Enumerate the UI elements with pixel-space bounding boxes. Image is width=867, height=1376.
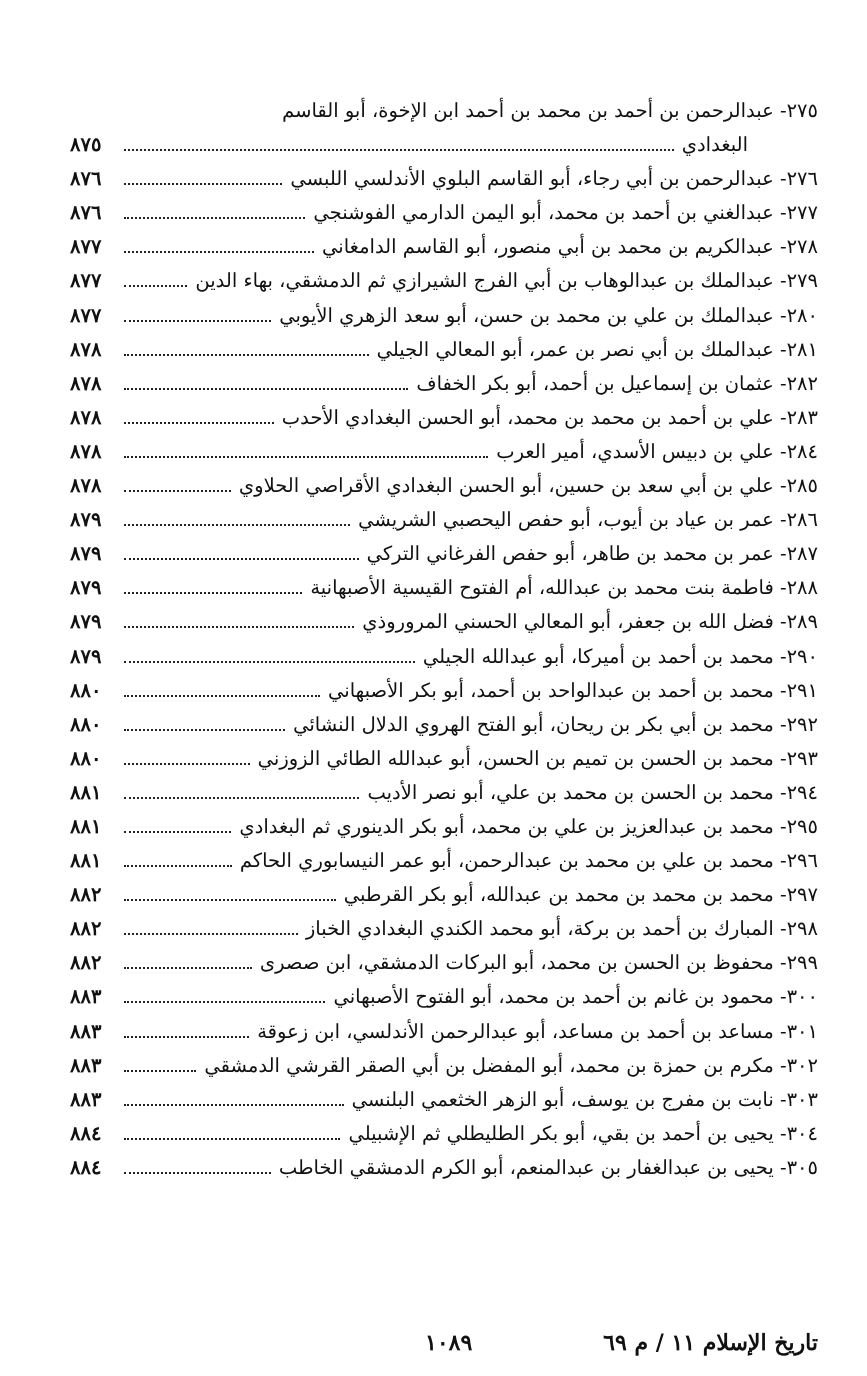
dot-leader (124, 1036, 249, 1038)
entry-number: ٢٩٣ (786, 746, 818, 770)
entry-dash: - (773, 201, 787, 225)
entry-number: ٢٩٧ (786, 883, 818, 907)
entry-line (70, 435, 818, 469)
index-entry (70, 162, 818, 196)
entry-page-number: ٨٨٣ (70, 1019, 102, 1043)
entry-dash: - (773, 542, 787, 566)
entry-line (70, 878, 818, 912)
entry-line (70, 742, 818, 776)
entry-heading (352, 1083, 818, 1117)
entry-dash: - (773, 167, 787, 191)
dot-leader (124, 899, 336, 901)
index-entry (70, 776, 818, 810)
entry-dash: - (773, 746, 787, 770)
entry-text: محمد بن علي بن محمد بن عبدالرحمن، أبو عمر النيسابوري الحاكم (239, 849, 774, 873)
entry-dash: - (773, 99, 787, 122)
entry-heading (344, 878, 818, 912)
entry-page-number: ٨٧٨ (70, 371, 102, 395)
dot-leader (124, 661, 415, 663)
index-entry (70, 264, 818, 298)
entry-text: فضل الله بن جعفر، أبو المعالي الحسني المروروذي (362, 610, 774, 634)
entry-text: محمود بن غانم بن أحمد بن محمد، أبو الفتوح الأصبهاني (333, 985, 774, 1009)
entry-number: ٢٧٨ (786, 235, 818, 259)
entry-number: ٢٨١ (786, 337, 818, 361)
entry-dash: - (773, 405, 787, 429)
entry-heading (279, 1151, 818, 1185)
entry-page-number: ٨٧٨ (70, 474, 102, 498)
entry-heading (279, 299, 818, 333)
entry-dash: - (773, 1019, 787, 1043)
entry-heading (239, 810, 818, 844)
entry-dash: - (773, 371, 787, 395)
index-entry (70, 810, 818, 844)
entry-text: نابت بن مفرج بن يوسف، أبو الزهر الخثعمي البلنسي (351, 1087, 774, 1111)
entry-page-number: ٨٧٨ (70, 439, 102, 463)
entry-line (70, 367, 818, 401)
entry-text: عمر بن محمد بن طاهر، أبو حفص الفرغاني التركي (366, 542, 774, 566)
entry-number: ٣٠٢ (786, 1053, 818, 1077)
entry-number: ٢٩٠ (786, 644, 818, 668)
entry-text: محمد بن الحسن بن تميم بن الحسن، أبو عبدالله الطائي الزوزني (257, 746, 774, 770)
entry-dash: - (773, 303, 787, 327)
entry-heading (310, 571, 818, 605)
dot-leader (124, 320, 271, 322)
entry-dash: - (773, 951, 787, 975)
index-entry (70, 94, 818, 162)
entry-continuation-text: البغدادي (681, 133, 748, 156)
entry-dash: - (773, 439, 787, 463)
entry-number: ٢٩٤ (786, 780, 818, 804)
index-entry (70, 912, 818, 946)
dot-leader (124, 183, 282, 185)
entry-number: ٢٨٩ (786, 610, 818, 634)
entry-page-number: ٨٨٣ (70, 1053, 102, 1077)
entry-number: ٢٨٨ (786, 576, 818, 600)
entry-dash: - (773, 814, 787, 838)
entry-page-number: ٨٧٧ (70, 303, 102, 327)
dot-leader (124, 967, 252, 969)
entry-page-number: ٨٨٢ (70, 917, 102, 941)
entry-heading (282, 94, 818, 128)
entry-number: ٣٠١ (786, 1019, 818, 1043)
entry-page-number: ٨٨٣ (70, 1087, 102, 1111)
entry-page-number: ٨٨١ (70, 849, 102, 873)
dot-leader (124, 695, 320, 697)
entry-number: ٢٧٥ (786, 99, 818, 122)
entry-heading (293, 708, 818, 742)
entry-text: عبدالملك بن أبي نصر بن عمر، أبو المعالي الجيلي (376, 337, 774, 361)
index-entry (70, 299, 818, 333)
index-entry (70, 640, 818, 674)
index-entry (70, 708, 818, 742)
dot-leader (124, 285, 187, 287)
entry-dash: - (773, 780, 787, 804)
entry-line (70, 1083, 818, 1117)
entry-dash: - (773, 576, 787, 600)
index-entry (70, 605, 818, 639)
index-entry (70, 503, 818, 537)
index-entry (70, 980, 818, 1014)
entry-dash: - (773, 1155, 787, 1179)
entry-text: محمد بن عبدالعزيز بن علي بن محمد، أبو بكر الدينوري ثم البغدادي (239, 814, 774, 838)
entry-line (70, 1117, 818, 1151)
entry-number: ٢٩٥ (786, 814, 818, 838)
entry-text: عبدالكريم بن محمد بن أبي منصور، أبو القاسم الدامغاني (322, 235, 774, 259)
entry-number: ٢٩٩ (786, 951, 818, 975)
entry-text: علي بن دبيس الأسدي، أمير العرب (496, 439, 774, 463)
index-entry (70, 946, 818, 980)
dot-leader (124, 729, 285, 731)
entry-dash: - (773, 1087, 787, 1111)
dot-leader (124, 831, 231, 833)
dot-leader (124, 797, 359, 799)
entry-page-number: ٨٨١ (70, 814, 102, 838)
index-entry (70, 537, 818, 571)
entry-line (70, 946, 818, 980)
dot-leader (124, 251, 314, 253)
entry-text: عبدالرحمن بن أحمد بن محمد بن أحمد ابن الإخوة، أبو القاسم (282, 99, 774, 122)
entry-heading (240, 844, 818, 878)
entry-number: ٢٨٣ (786, 405, 818, 429)
entry-number: ٢٨٦ (786, 508, 818, 532)
entry-number: ٢٨٠ (786, 303, 818, 327)
entry-line (70, 640, 818, 674)
entry-line (70, 674, 818, 708)
index-entry (70, 1117, 818, 1151)
entry-line (70, 94, 818, 128)
entry-heading (282, 401, 818, 435)
index-entry (70, 878, 818, 912)
entry-dash: - (773, 712, 787, 736)
entry-page-number: ٨٨٠ (70, 678, 102, 702)
entry-line (70, 571, 818, 605)
dot-leader (124, 217, 305, 219)
entry-line (70, 708, 818, 742)
entry-heading (423, 640, 818, 674)
dot-leader (124, 490, 231, 492)
entry-heading (239, 469, 818, 503)
entry-page-number: ٨٨٢ (70, 883, 102, 907)
entry-line (70, 401, 818, 435)
index-entry (70, 230, 818, 264)
entry-line (70, 912, 818, 946)
entry-dash: - (773, 269, 787, 293)
entry-page-number: ٨٨١ (70, 780, 102, 804)
entry-text: عبدالرحمن بن أبي رجاء، أبو القاسم البلوي الأندلسي اللبسي (290, 167, 774, 191)
entry-page-number: ٨٧٨ (70, 405, 102, 429)
entry-page-number: ٨٧٧ (70, 269, 102, 293)
entry-number: ٣٠٣ (786, 1087, 818, 1111)
entry-number: ٢٩٦ (786, 849, 818, 873)
entry-page-number: ٨٧٦ (70, 201, 102, 225)
entry-dash: - (773, 644, 787, 668)
entry-page-number: ٨٨٢ (70, 951, 102, 975)
dot-leader (124, 1001, 325, 1003)
entry-number: ٢٧٦ (786, 167, 818, 191)
entry-heading (333, 980, 818, 1014)
entry-page-number: ٨٧٩ (70, 610, 102, 634)
index-entry (70, 742, 818, 776)
entry-number: ٢٧٩ (786, 269, 818, 293)
entry-line (70, 537, 818, 571)
entry-heading (204, 1049, 818, 1083)
entry-page-number: ٨٨٣ (70, 985, 102, 1009)
dot-leader (124, 558, 359, 560)
entry-number: ٢٨٧ (786, 542, 818, 566)
entry-text: عبدالغني بن أحمد بن محمد، أبو اليمن الدارمي الفوشنجي (313, 201, 774, 225)
entry-number: ٢٧٧ (786, 201, 818, 225)
entry-line (70, 1151, 818, 1185)
entry-text: يحيى بن أحمد بن بقي، أبو بكر الطليطلي ثم الإشبيلي (348, 1121, 774, 1145)
index-entry (70, 1083, 818, 1117)
entry-line (70, 196, 818, 230)
index-entry (70, 333, 818, 367)
entry-heading (367, 537, 818, 571)
entry-heading (260, 946, 818, 980)
entry-line (70, 264, 818, 298)
index-entry (70, 674, 818, 708)
entry-page-number: ٨٧٩ (70, 542, 102, 566)
entry-line (70, 1015, 818, 1049)
entry-heading (313, 196, 818, 230)
dot-leader (124, 592, 302, 594)
dot-leader (124, 1172, 271, 1174)
entry-heading (377, 333, 818, 367)
entry-line (70, 469, 818, 503)
index-entries (70, 94, 818, 1185)
entry-dash: - (773, 474, 787, 498)
entry-dash: - (773, 1053, 787, 1077)
entry-line (70, 605, 818, 639)
dot-leader (124, 388, 408, 390)
index-entry (70, 1049, 818, 1083)
entry-line (70, 844, 818, 878)
entry-text: عبدالملك بن علي بن محمد بن حسن، أبو سعد الزهري الأيوبي (279, 303, 774, 327)
dot-leader (124, 933, 298, 935)
entry-text: عمر بن عياد بن أيوب، أبو حفص اليحصبي الشريشي (358, 508, 774, 532)
entry-page-number: ٨٧٥ (70, 133, 102, 156)
index-entry (70, 1151, 818, 1185)
entry-heading (195, 264, 818, 298)
entry-page-number: ٨٧٩ (70, 508, 102, 532)
dot-leader (124, 524, 350, 526)
entry-dash: - (773, 235, 787, 259)
entry-heading (496, 435, 818, 469)
entry-line (70, 810, 818, 844)
entry-line (70, 503, 818, 537)
entry-heading (367, 776, 818, 810)
dot-leader (124, 354, 369, 356)
entry-text: علي بن أبي سعد بن حسين، أبو الحسن البغدادي الأقراصي الحلاوي (238, 474, 774, 498)
entry-number: ٣٠٠ (786, 985, 818, 1009)
index-entry (70, 367, 818, 401)
index-entry (70, 401, 818, 435)
entry-text: يحيى بن عبدالغفار بن عبدالمنعم، أبو الكرم الدمشقي الخاطب (278, 1155, 774, 1179)
entry-number: ٢٨٥ (786, 474, 818, 498)
entry-dash: - (773, 678, 787, 702)
dot-leader (124, 865, 232, 867)
entry-dash: - (773, 849, 787, 873)
entry-page-number: ٨٨٤ (70, 1121, 102, 1145)
dot-leader (124, 763, 250, 765)
entry-text: محمد بن أحمد بن أميركا، أبو عبدالله الجيلي (422, 644, 774, 668)
entry-page-number: ٨٧٨ (70, 337, 102, 361)
entry-number: ٢٩٢ (786, 712, 818, 736)
entry-text: محمد بن الحسن بن محمد بن علي، أبو نصر الأديب (367, 780, 774, 804)
entry-number: ٢٩٨ (786, 917, 818, 941)
entry-text: عثمان بن إسماعيل بن أحمد، أبو بكر الخفاف (416, 371, 774, 395)
entry-number: ٣٠٤ (786, 1121, 818, 1145)
entry-dash: - (773, 1121, 787, 1145)
entry-text: محفوظ بن الحسن بن محمد، أبو البركات الدمشقي، ابن صصرى (259, 951, 774, 975)
entry-line (70, 162, 818, 196)
entry-text: محمد بن محمد بن محمد بن عبدالله، أبو بكر القرطبي (343, 883, 774, 907)
entry-page-number: ٨٨٠ (70, 712, 102, 736)
index-entry (70, 571, 818, 605)
entry-text: مساعد بن أحمد بن مساعد، أبو عبدالرحمن الأندلسي، ابن زعوقة (257, 1019, 774, 1043)
entry-page-number: ٨٨٠ (70, 746, 102, 770)
entry-heading (258, 742, 818, 776)
entry-heading (257, 1015, 818, 1049)
index-entry (70, 844, 818, 878)
dot-leader (124, 1138, 340, 1140)
entry-line (70, 230, 818, 264)
entry-number: ٢٨٤ (786, 439, 818, 463)
entry-heading (328, 674, 818, 708)
entry-heading (416, 367, 818, 401)
index-entry (70, 469, 818, 503)
entry-heading (348, 1117, 818, 1151)
entry-text: محمد بن أبي بكر بن ريحان، أبو الفتح الهروي الدلال النشائي (293, 712, 774, 736)
page-number: ١٠٨٩ (425, 1330, 473, 1356)
entry-heading (362, 605, 818, 639)
entry-heading (322, 230, 818, 264)
entry-line (70, 1049, 818, 1083)
dot-leader (124, 1104, 344, 1106)
entry-dash: - (773, 883, 787, 907)
entry-heading (358, 503, 818, 537)
entry-dash: - (773, 917, 787, 941)
dot-leader (124, 422, 274, 424)
entry-dash: - (773, 610, 787, 634)
entry-page-number: ٨٧٩ (70, 644, 102, 668)
entry-text: عبدالملك بن عبدالوهاب بن أبي الفرج الشيرازي ثم الدمشقي، بهاء الدين (195, 269, 774, 293)
dot-leader (124, 626, 354, 628)
entry-number: ٢٩١ (786, 678, 818, 702)
entry-line (70, 299, 818, 333)
index-entry (70, 1015, 818, 1049)
entry-page-number: ٨٧٩ (70, 576, 102, 600)
entry-dash: - (773, 985, 787, 1009)
entry-continuation-line (70, 128, 818, 162)
entry-text: فاطمة بنت محمد بن عبدالله، أم الفتوح القيسية الأصبهانية (310, 576, 774, 600)
book-reference: تاريخ الإسلام ١١ / م ٦٩ (603, 1330, 818, 1356)
entry-dash: - (773, 337, 787, 361)
entry-number: ٢٨٢ (786, 371, 818, 395)
entry-line (70, 776, 818, 810)
entry-dash: - (773, 508, 787, 532)
entry-line (70, 333, 818, 367)
entry-text: المبارك بن أحمد بن بركة، أبو محمد الكندي البغدادي الخباز (305, 917, 774, 941)
dot-leader (124, 149, 674, 151)
entry-text: محمد بن أحمد بن عبدالواحد بن أحمد، أبو بكر الأصبهاني (328, 678, 774, 702)
entry-line (70, 980, 818, 1014)
entry-page-number: ٨٨٤ (70, 1155, 102, 1179)
entry-text: علي بن أحمد بن محمد بن محمد، أبو الحسن البغدادي الأحدب (281, 405, 774, 429)
page-footer (70, 1330, 818, 1370)
entry-page-number: ٨٧٧ (70, 235, 102, 259)
dot-leader (124, 1070, 196, 1072)
entry-heading (306, 912, 818, 946)
dot-leader (124, 456, 488, 458)
entry-heading (290, 162, 818, 196)
entry-text: مكرم بن حمزة بن محمد، أبو المفضل بن أبي الصقر القرشي الدمشقي (204, 1053, 774, 1077)
entry-page-number: ٨٧٦ (70, 167, 102, 191)
index-entry (70, 196, 818, 230)
index-entry (70, 435, 818, 469)
entry-number: ٣٠٥ (786, 1155, 818, 1179)
